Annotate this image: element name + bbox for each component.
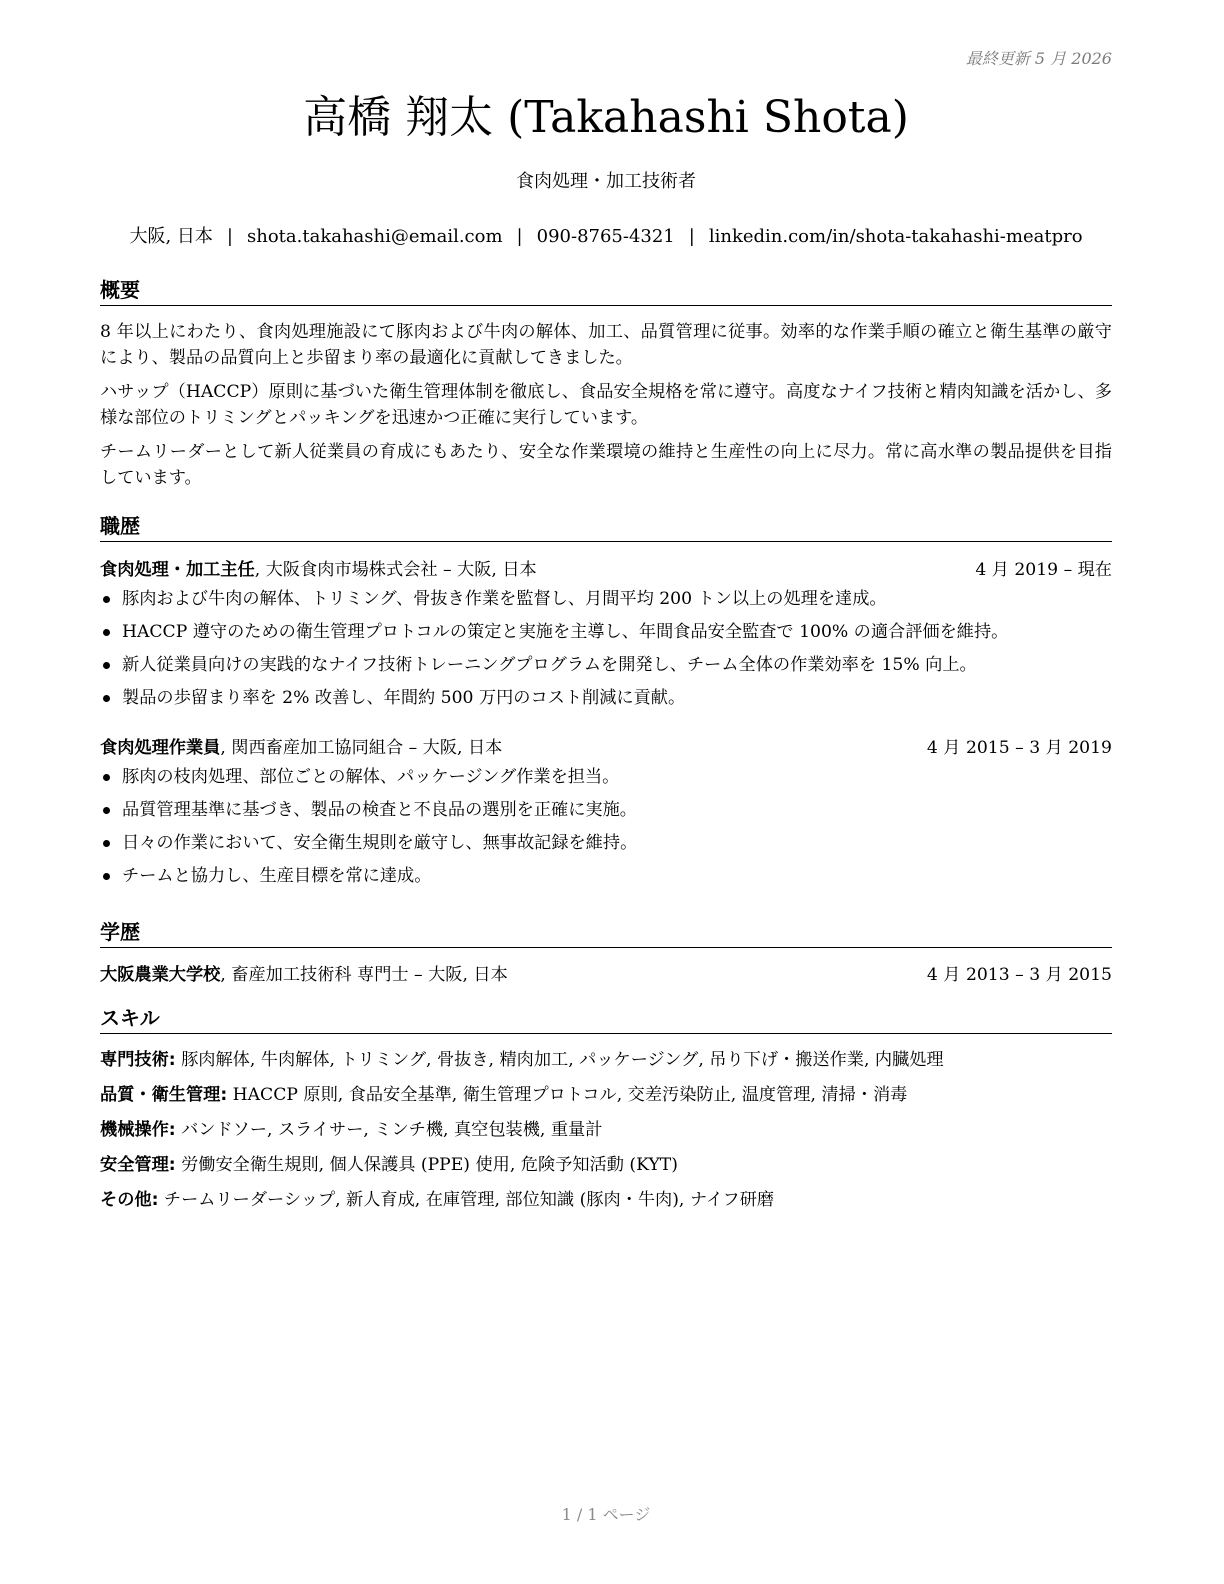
contact-email[interactable]: shota.takahashi@email.com [247,226,503,247]
bullet-icon [103,840,110,847]
bullet-text: 日々の作業において、安全衛生規則を厳守し、無事故記録を維持。 [122,833,638,853]
list-item [100,583,1112,616]
skill-label: 専門技術: [100,1050,176,1070]
education-title: 学歴 [100,919,1112,948]
job-bullets [100,583,1112,715]
skill-label: その他: [100,1190,159,1210]
skill-value: HACCP 原則, 食品安全基準, 衛生管理プロトコル, 交差汚染防止, 温度管理, 清掃・消毒 [227,1085,908,1105]
bullet-icon [103,596,110,603]
skill-value: チームリーダーシップ, 新人育成, 在庫管理, 部位知識 (豚肉・牛肉), ナイフ研磨 [158,1190,775,1210]
skills-list [100,1043,1112,1218]
bullet-icon [103,662,110,669]
job-role-line [100,735,502,761]
education-line [100,962,508,988]
job-role: 食肉処理・加工主任 [100,560,255,580]
education-entry [100,962,1112,988]
skill-label: 機械操作: [100,1120,176,1140]
list-item [100,827,1112,860]
skill-row [100,1148,1112,1183]
skill-label: 安全管理: [100,1155,176,1175]
job-org: , 関西畜産加工協同組合 – 大阪, 日本 [220,738,503,758]
bullet-icon [103,873,110,880]
summary-section [100,277,1112,491]
bullet-icon [103,774,110,781]
candidate-headline: 食肉処理・加工技術者 [516,171,696,192]
summary-title: 概要 [100,277,1112,306]
bullet-icon [103,695,110,702]
bullet-text: 豚肉および牛肉の解体、トリミング、骨抜き作業を監督し、月間平均 200 トン以上の処理を達成。 [122,589,887,609]
list-item [100,794,1112,827]
job-role-line [100,557,537,583]
bullet-text: 製品の歩留まり率を 2% 改善し、年間約 500 万円のコスト削減に貢献。 [122,688,686,708]
contact-separator: | [516,226,523,247]
education-section [100,919,1112,988]
skills-title: スキル [100,1005,1112,1034]
skill-value: 豚肉解体, 牛肉解体, トリミング, 骨抜き, 精肉加工, パッケージング, 吊り下げ・搬送作業, 内臓処理 [175,1050,944,1070]
page-number: 1 / 1 ページ [561,1505,651,1524]
job-entry [100,735,1112,893]
skill-value: バンドソー, スライサー, ミンチ機, 真空包装機, 重量計 [175,1120,603,1140]
list-item [100,761,1112,794]
contact-linkedin[interactable]: linkedin.com/in/shota-takahashi-meatpro [708,226,1083,247]
bullet-text: 豚肉の枝肉処理、部位ごとの解体、パッケージング作業を担当。 [122,767,620,787]
candidate-name: 高橋 翔太 (Takahashi Shota) [303,92,909,143]
contact-phone: 090-8765-4321 [536,226,675,247]
summary-paragraph: ハサップ（HACCP）原則に基づいた衛生管理体制を徹底し、食品安全規格を常に遵守。高度なナイフ技術と精肉知識を活かし、多様な部位のトリミングとパッキングを迅速かつ正確に実行しています。 [100,382,1112,428]
resume-page [100,0,1112,1584]
bullet-text: 新人従業員向けの実践的なナイフ技術トレーニングプログラムを開発し、チーム全体の作業効率を 15% 向上。 [122,655,977,675]
contact-separator: | [226,226,233,247]
job-header [100,557,1112,583]
list-item [100,649,1112,682]
list-item [100,616,1112,649]
education-dates: 4 月 2013 – 3 月 2015 [926,965,1112,985]
education-school: 大阪農業大学校 [100,965,221,985]
last-updated: 最終更新 5 月 2026 [965,49,1112,68]
contact-location: 大阪, 日本 [129,226,213,247]
job-header [100,735,1112,761]
bullet-text: HACCP 遵守のための衛生管理プロトコルの策定と実施を主導し、年間食品安全監査で 100% の適合評価を維持。 [122,622,1009,642]
job-dates: 4 月 2019 – 現在 [975,560,1112,580]
bullet-text: チームと協力し、生産目標を常に達成。 [122,866,432,886]
education-detail: , 畜産加工技術科 専門士 – 大阪, 日本 [220,965,508,985]
skill-row [100,1078,1112,1113]
contact-line [100,224,1112,250]
job-org: , 大阪食肉市場株式会社 – 大阪, 日本 [254,560,537,580]
bullet-text: 品質管理基準に基づき、製品の検査と不良品の選別を正確に実施。 [122,800,637,820]
job-entry [100,557,1112,715]
job-dates: 4 月 2015 – 3 月 2019 [926,738,1112,758]
list-item [100,682,1112,715]
job-role: 食肉処理作業員 [100,738,221,758]
bullet-icon [103,807,110,814]
skill-label: 品質・衛生管理: [100,1085,228,1105]
skill-row [100,1113,1112,1148]
skill-row [100,1183,1112,1218]
summary-paragraph: 8 年以上にわたり、食肉処理施設にて豚肉および牛肉の解体、加工、品質管理に従事。効率的な作業手順の確立と衛生基準の厳守により、製品の品質向上と歩留まり率の最適化に貢献してきました。 [100,322,1112,368]
skill-value: 労働安全衛生規則, 個人保護具 (PPE) 使用, 危険予知活動 (KYT) [175,1155,678,1175]
bullet-icon [103,629,110,636]
experience-section [100,513,1112,893]
job-bullets [100,761,1112,893]
skill-row [100,1043,1112,1078]
summary-paragraph: チームリーダーとして新人従業員の育成にもあたり、安全な作業環境の維持と生産性の向上に尽力。常に高水準の製品提供を目指しています。 [100,442,1112,488]
skills-section [100,1005,1112,1218]
list-item [100,860,1112,893]
experience-title: 職歴 [100,513,1112,542]
contact-separator: | [688,226,695,247]
